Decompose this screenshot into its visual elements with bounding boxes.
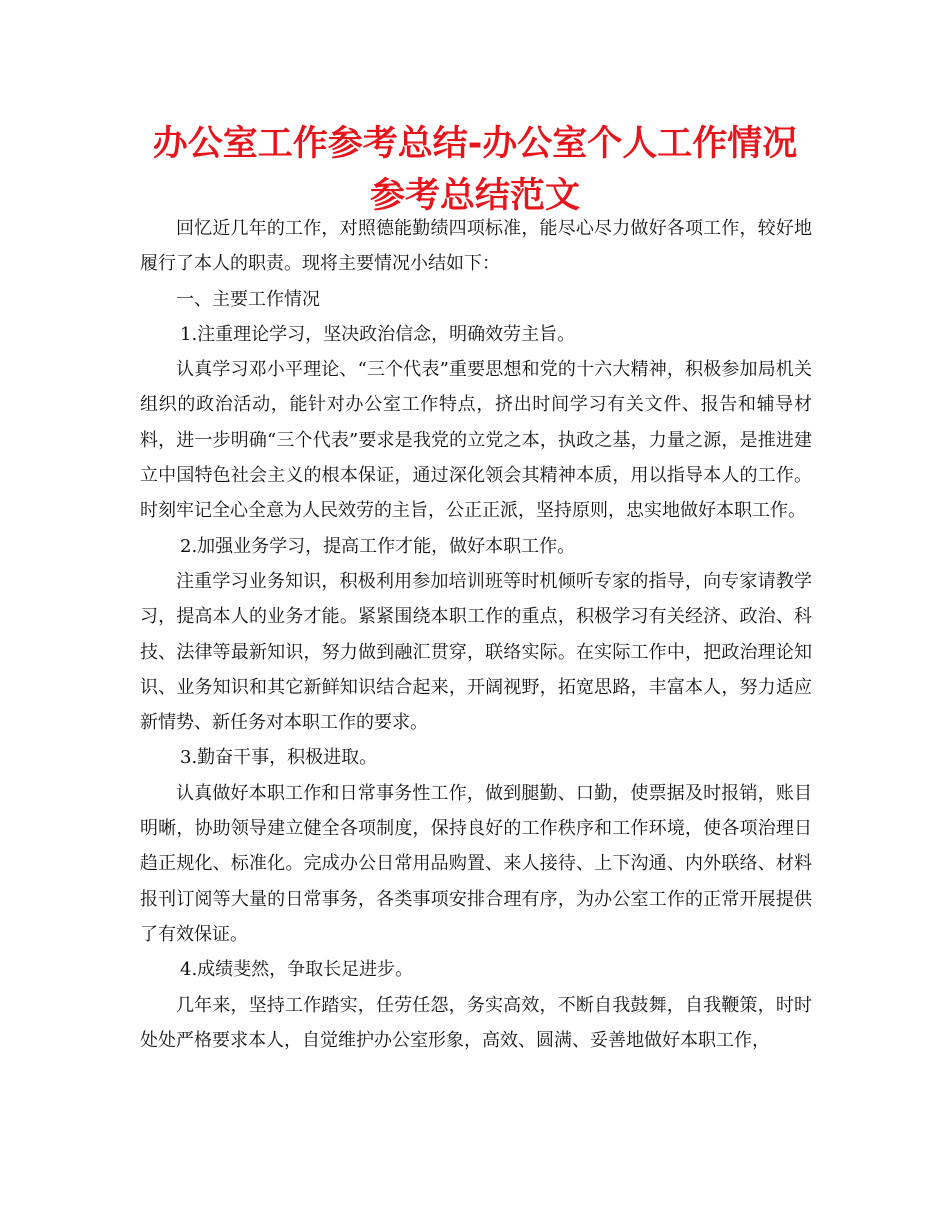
body-paragraph-3: 认真做好本职工作和日常事务性工作，做到腿勤、口勤，使票据及时报销，账目明晰，协助领导建立健全各项制度，保持良好的工作秩序和工作环境，使各项治理日趋正规化、标准化。完成办公日常用品购置、来人接待、上下沟通、内外联络、材料报刊订阅等大量的日常事务，各类事项安排合理有序，为办公室工作的正常开展提供了有效保证。 xyxy=(140,782,812,945)
subheading-1: 1.注重理论学习，坚决政治信念，明确效劳主旨。 xyxy=(180,323,576,345)
document-title: 办公室工作参考总结-办公室个人工作情况参考总结范文 xyxy=(152,124,798,216)
subheading-4: 4.成绩斐然，争取长足进步。 xyxy=(180,959,414,981)
body-paragraph-4: 几年来，坚持工作踏实，任劳任怨，务实高效，不断自我鼓舞，自我鞭策，时时处处严格要求本人，自觉维护办公室形象，高效、圆满、妥善地做好本职工作， xyxy=(140,994,812,1051)
section-heading: 一、主要工作情况 xyxy=(176,288,320,310)
subheading-3: 3.勤奋干事，积极进取。 xyxy=(180,747,378,769)
body-paragraph-2: 注重学习业务知识，积极利用参加培训班等时机倾听专家的指导，向专家请教学习，提高本人的业务才能。紧紧围绕本职工作的重点，积极学习有关经济、政治、科技、法律等最新知识，努力做到融汇贯穿，联络实际。在实际工作中，把政治理论知识、业务知识和其它新鲜知识结合起来，开阔视野，拓宽思路，丰富本人，努力适应新情势、新任务对本职工作的要求。 xyxy=(140,570,812,734)
intro-paragraph: 回忆近几年的工作，对照德能勤绩四项标准，能尽心尽力做好各项工作，较好地履行了本人的职责。现将主要情况小结如下： xyxy=(140,218,812,275)
document-body xyxy=(140,211,812,1058)
body-paragraph-1: 认真学习邓小平理论、“三个代表”重要思想和党的十六大精神，积极参加局机关组织的政治活动，能针对办公室工作特点，挤出时间学习有关文件、报告和辅导材料，进一步明确“三个代表”要求是我党的立党之本，执政之基，力量之源，是推进建立中国特色社会主义的根本保证，通过深化领会其精神本质，用以指导本人的工作。时刻牢记全心全意为人民效劳的主旨，公正正派，坚持原则，忠实地做好本职工作。 xyxy=(140,359,812,522)
subheading-2: 2.加强业务学习，提高工作才能，做好本职工作。 xyxy=(180,535,576,557)
